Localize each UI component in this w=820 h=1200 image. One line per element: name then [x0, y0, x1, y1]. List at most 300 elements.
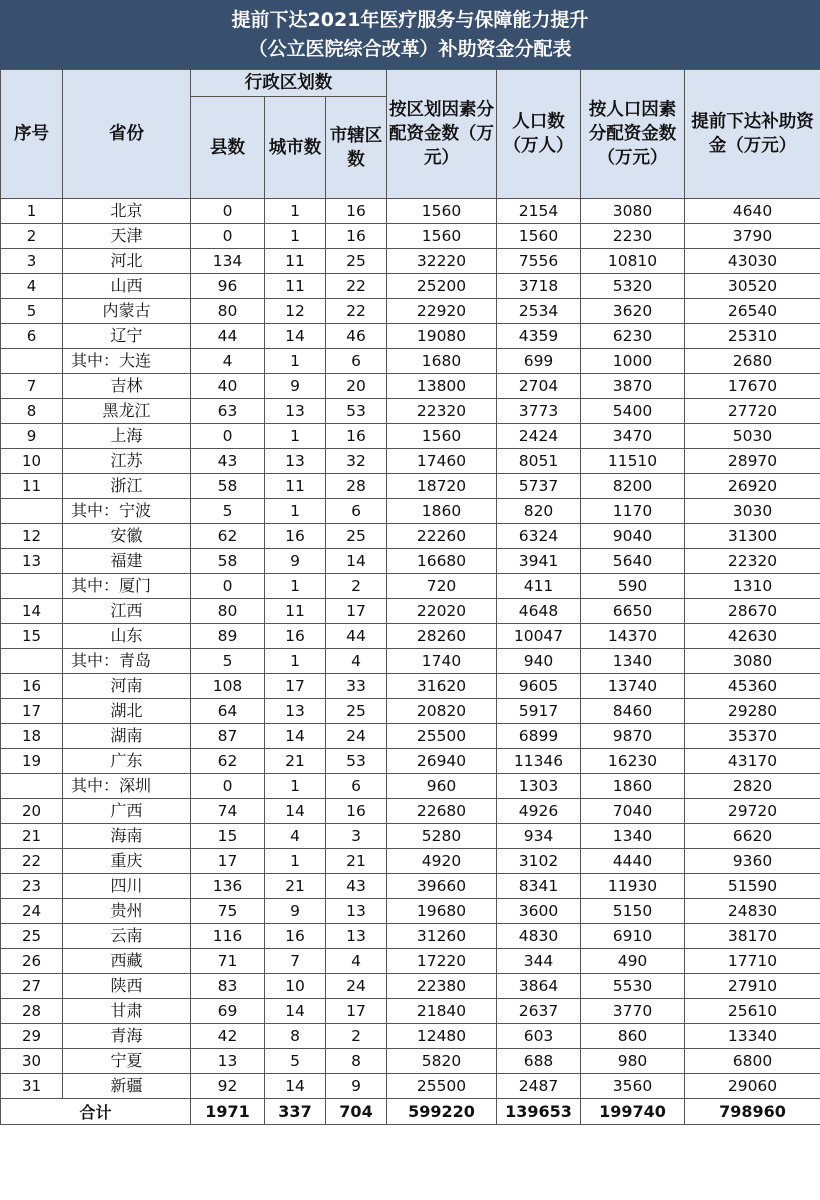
- table-row: [1, 249, 820, 274]
- table-row: [1, 649, 820, 674]
- cell-population: 603: [497, 1024, 581, 1049]
- cell-county: 69: [191, 999, 265, 1024]
- cell-total-fund: 43030: [685, 249, 820, 274]
- table-row: [1, 1049, 820, 1074]
- cell-county: 75: [191, 899, 265, 924]
- cell-county: 62: [191, 749, 265, 774]
- cell-city: 4: [265, 824, 326, 849]
- table-row: [1, 924, 820, 949]
- cell-city: 11: [265, 274, 326, 299]
- cell-admin-fund: 17220: [387, 949, 497, 974]
- cell-county: 40: [191, 374, 265, 399]
- cell-seq: 17: [1, 699, 63, 724]
- cell-province: 青海: [63, 1024, 191, 1049]
- table-row: [1, 624, 820, 649]
- cell-county: 63: [191, 399, 265, 424]
- cell-seq: 29: [1, 1024, 63, 1049]
- table-row: [1, 524, 820, 549]
- cell-admin-fund: 22020: [387, 599, 497, 624]
- cell-province: 其中：青岛: [63, 649, 191, 674]
- table-row: [1, 824, 820, 849]
- cell-city: 11: [265, 599, 326, 624]
- cell-pop-fund: 9040: [581, 524, 685, 549]
- cell-district: 32: [326, 449, 387, 474]
- table-row: [1, 849, 820, 874]
- cell-admin-fund: 25500: [387, 724, 497, 749]
- cell-district: 14: [326, 549, 387, 574]
- cell-city: 16: [265, 924, 326, 949]
- cell-district: 21: [326, 849, 387, 874]
- cell-admin-fund: 720: [387, 574, 497, 599]
- cell-total-fund: 4640: [685, 199, 820, 224]
- cell-seq: 25: [1, 924, 63, 949]
- cell-total-fund: 27720: [685, 399, 820, 424]
- cell-city: 1: [265, 424, 326, 449]
- totals-label: 合计: [1, 1099, 191, 1125]
- cell-province: 天津: [63, 224, 191, 249]
- cell-county: 13: [191, 1049, 265, 1074]
- cell-district: 16: [326, 224, 387, 249]
- cell-seq: 20: [1, 799, 63, 824]
- cell-pop-fund: 590: [581, 574, 685, 599]
- cell-seq: 24: [1, 899, 63, 924]
- cell-population: 3718: [497, 274, 581, 299]
- cell-seq: 28: [1, 999, 63, 1024]
- header-admin-fund: 按区划因素分配资金数（万元）: [387, 70, 497, 199]
- cell-province: 吉林: [63, 374, 191, 399]
- table-row: [1, 474, 820, 499]
- cell-city: 7: [265, 949, 326, 974]
- cell-district: 44: [326, 624, 387, 649]
- cell-population: 2487: [497, 1074, 581, 1099]
- cell-seq: 1: [1, 199, 63, 224]
- cell-admin-fund: 31260: [387, 924, 497, 949]
- cell-total-fund: 28970: [685, 449, 820, 474]
- cell-admin-fund: 1560: [387, 199, 497, 224]
- table-title-line-2: （公立医院综合改革）补助资金分配表: [248, 37, 572, 60]
- cell-county: 17: [191, 849, 265, 874]
- cell-admin-fund: 1560: [387, 424, 497, 449]
- cell-seq: 4: [1, 274, 63, 299]
- cell-pop-fund: 6650: [581, 599, 685, 624]
- header-city: 城市数: [265, 97, 326, 199]
- cell-admin-fund: 19680: [387, 899, 497, 924]
- cell-county: 62: [191, 524, 265, 549]
- cell-total-fund: 28670: [685, 599, 820, 624]
- cell-population: 8341: [497, 874, 581, 899]
- cell-pop-fund: 490: [581, 949, 685, 974]
- table-row: [1, 549, 820, 574]
- totals-total-fund: 798960: [685, 1099, 820, 1125]
- cell-population: 2154: [497, 199, 581, 224]
- table-row: [1, 374, 820, 399]
- cell-population: 1303: [497, 774, 581, 799]
- table-row: [1, 674, 820, 699]
- table-row: [1, 349, 820, 374]
- cell-total-fund: 3790: [685, 224, 820, 249]
- cell-total-fund: 6620: [685, 824, 820, 849]
- cell-pop-fund: 10810: [581, 249, 685, 274]
- cell-pop-fund: 1340: [581, 649, 685, 674]
- cell-county: 0: [191, 224, 265, 249]
- cell-seq: 13: [1, 549, 63, 574]
- cell-district: 13: [326, 924, 387, 949]
- cell-total-fund: 51590: [685, 874, 820, 899]
- cell-total-fund: 29280: [685, 699, 820, 724]
- cell-admin-fund: 22680: [387, 799, 497, 824]
- table-row: [1, 874, 820, 899]
- cell-population: 10047: [497, 624, 581, 649]
- table-row: [1, 399, 820, 424]
- watermark-overlay: [752, 1126, 816, 1170]
- cell-province: 山东: [63, 624, 191, 649]
- cell-district: 22: [326, 274, 387, 299]
- cell-district: 28: [326, 474, 387, 499]
- cell-population: 3864: [497, 974, 581, 999]
- cell-seq: 30: [1, 1049, 63, 1074]
- cell-total-fund: 2680: [685, 349, 820, 374]
- cell-county: 5: [191, 499, 265, 524]
- cell-total-fund: 29060: [685, 1074, 820, 1099]
- cell-city: 9: [265, 899, 326, 924]
- cell-pop-fund: 13740: [581, 674, 685, 699]
- cell-admin-fund: 960: [387, 774, 497, 799]
- cell-admin-fund: 1560: [387, 224, 497, 249]
- cell-total-fund: 25310: [685, 324, 820, 349]
- cell-city: 1: [265, 774, 326, 799]
- cell-total-fund: 29720: [685, 799, 820, 824]
- cell-city: 11: [265, 474, 326, 499]
- table-title-line-1: 提前下达2021年医疗服务与保障能力提升: [231, 8, 589, 31]
- cell-district: 17: [326, 599, 387, 624]
- table-row: [1, 949, 820, 974]
- table-row: [1, 324, 820, 349]
- cell-county: 80: [191, 599, 265, 624]
- cell-province: 河南: [63, 674, 191, 699]
- cell-city: 1: [265, 199, 326, 224]
- header-pop-fund: 按人口因素分配资金数（万元）: [581, 70, 685, 199]
- cell-city: 21: [265, 749, 326, 774]
- cell-city: 21: [265, 874, 326, 899]
- cell-province: 辽宁: [63, 324, 191, 349]
- cell-district: 46: [326, 324, 387, 349]
- cell-seq: 23: [1, 874, 63, 899]
- cell-pop-fund: 980: [581, 1049, 685, 1074]
- cell-city: 14: [265, 999, 326, 1024]
- cell-city: 11: [265, 249, 326, 274]
- cell-city: 14: [265, 324, 326, 349]
- cell-population: 820: [497, 499, 581, 524]
- cell-province: 福建: [63, 549, 191, 574]
- cell-seq: 3: [1, 249, 63, 274]
- cell-pop-fund: 3620: [581, 299, 685, 324]
- cell-seq: 31: [1, 1074, 63, 1099]
- cell-total-fund: 31300: [685, 524, 820, 549]
- cell-province: 江苏: [63, 449, 191, 474]
- cell-pop-fund: 14370: [581, 624, 685, 649]
- cell-admin-fund: 39660: [387, 874, 497, 899]
- cell-district: 13: [326, 899, 387, 924]
- cell-admin-fund: 22260: [387, 524, 497, 549]
- cell-city: 1: [265, 649, 326, 674]
- cell-province: 北京: [63, 199, 191, 224]
- cell-population: 8051: [497, 449, 581, 474]
- cell-province: 宁夏: [63, 1049, 191, 1074]
- cell-admin-fund: 19080: [387, 324, 497, 349]
- cell-admin-fund: 22320: [387, 399, 497, 424]
- table-row: [1, 574, 820, 599]
- cell-county: 42: [191, 1024, 265, 1049]
- cell-province: 四川: [63, 874, 191, 899]
- cell-seq: [1, 349, 63, 374]
- cell-seq: 8: [1, 399, 63, 424]
- table-row: [1, 999, 820, 1024]
- header-total-fund: 提前下达补助资金（万元）: [685, 70, 820, 199]
- cell-district: 25: [326, 249, 387, 274]
- cell-province: 广西: [63, 799, 191, 824]
- cell-pop-fund: 6230: [581, 324, 685, 349]
- cell-admin-fund: 17460: [387, 449, 497, 474]
- totals-city: 337: [265, 1099, 326, 1125]
- cell-district: 24: [326, 974, 387, 999]
- cell-total-fund: 3030: [685, 499, 820, 524]
- header-population: 人口数（万人）: [497, 70, 581, 199]
- cell-pop-fund: 11930: [581, 874, 685, 899]
- cell-seq: 18: [1, 724, 63, 749]
- cell-city: 8: [265, 1024, 326, 1049]
- cell-total-fund: 13340: [685, 1024, 820, 1049]
- cell-district: 6: [326, 349, 387, 374]
- cell-district: 33: [326, 674, 387, 699]
- cell-city: 5: [265, 1049, 326, 1074]
- cell-population: 4359: [497, 324, 581, 349]
- cell-admin-fund: 22380: [387, 974, 497, 999]
- cell-population: 688: [497, 1049, 581, 1074]
- cell-district: 16: [326, 799, 387, 824]
- cell-pop-fund: 5640: [581, 549, 685, 574]
- cell-county: 64: [191, 699, 265, 724]
- table-row: [1, 499, 820, 524]
- cell-admin-fund: 25200: [387, 274, 497, 299]
- cell-population: 5737: [497, 474, 581, 499]
- cell-city: 1: [265, 349, 326, 374]
- cell-pop-fund: 8460: [581, 699, 685, 724]
- cell-total-fund: 26540: [685, 299, 820, 324]
- cell-county: 0: [191, 424, 265, 449]
- cell-county: 134: [191, 249, 265, 274]
- cell-admin-fund: 12480: [387, 1024, 497, 1049]
- cell-population: 3773: [497, 399, 581, 424]
- cell-province: 河北: [63, 249, 191, 274]
- allocation-table: [0, 69, 820, 1125]
- totals-population: 139653: [497, 1099, 581, 1125]
- cell-city: 14: [265, 1074, 326, 1099]
- cell-province: 安徽: [63, 524, 191, 549]
- cell-admin-fund: 5820: [387, 1049, 497, 1074]
- cell-population: 4926: [497, 799, 581, 824]
- cell-total-fund: 42630: [685, 624, 820, 649]
- table-row: [1, 224, 820, 249]
- cell-province: 内蒙古: [63, 299, 191, 324]
- cell-city: 14: [265, 799, 326, 824]
- cell-admin-fund: 1860: [387, 499, 497, 524]
- cell-admin-fund: 22920: [387, 299, 497, 324]
- cell-admin-fund: 16680: [387, 549, 497, 574]
- table-row: [1, 749, 820, 774]
- cell-city: 9: [265, 374, 326, 399]
- cell-total-fund: 22320: [685, 549, 820, 574]
- cell-province: 湖北: [63, 699, 191, 724]
- totals-county: 1971: [191, 1099, 265, 1125]
- cell-district: 6: [326, 499, 387, 524]
- cell-population: 934: [497, 824, 581, 849]
- cell-total-fund: 26920: [685, 474, 820, 499]
- cell-province: 湖南: [63, 724, 191, 749]
- cell-seq: 22: [1, 849, 63, 874]
- cell-pop-fund: 5320: [581, 274, 685, 299]
- cell-district: 43: [326, 874, 387, 899]
- cell-admin-fund: 28260: [387, 624, 497, 649]
- cell-population: 4648: [497, 599, 581, 624]
- cell-district: 25: [326, 524, 387, 549]
- cell-population: 2424: [497, 424, 581, 449]
- cell-pop-fund: 1860: [581, 774, 685, 799]
- table-row: [1, 449, 820, 474]
- cell-seq: [1, 574, 63, 599]
- cell-county: 5: [191, 649, 265, 674]
- cell-district: 24: [326, 724, 387, 749]
- cell-county: 108: [191, 674, 265, 699]
- cell-province: 广东: [63, 749, 191, 774]
- cell-seq: 21: [1, 824, 63, 849]
- cell-population: 6324: [497, 524, 581, 549]
- cell-district: 2: [326, 574, 387, 599]
- cell-pop-fund: 1340: [581, 824, 685, 849]
- cell-district: 6: [326, 774, 387, 799]
- cell-seq: 7: [1, 374, 63, 399]
- cell-seq: 2: [1, 224, 63, 249]
- cell-seq: 16: [1, 674, 63, 699]
- cell-admin-fund: 4920: [387, 849, 497, 874]
- cell-total-fund: 38170: [685, 924, 820, 949]
- cell-county: 0: [191, 574, 265, 599]
- cell-city: 13: [265, 699, 326, 724]
- cell-county: 83: [191, 974, 265, 999]
- cell-city: 9: [265, 549, 326, 574]
- cell-province: 其中：宁波: [63, 499, 191, 524]
- cell-pop-fund: 3870: [581, 374, 685, 399]
- table-row: [1, 199, 820, 224]
- cell-district: 2: [326, 1024, 387, 1049]
- cell-province: 海南: [63, 824, 191, 849]
- cell-province: 其中：深圳: [63, 774, 191, 799]
- cell-pop-fund: 5150: [581, 899, 685, 924]
- cell-admin-fund: 26940: [387, 749, 497, 774]
- table-row: [1, 799, 820, 824]
- cell-total-fund: 6800: [685, 1049, 820, 1074]
- cell-population: 2534: [497, 299, 581, 324]
- cell-admin-fund: 25500: [387, 1074, 497, 1099]
- cell-population: 4830: [497, 924, 581, 949]
- cell-total-fund: 1310: [685, 574, 820, 599]
- cell-admin-fund: 18720: [387, 474, 497, 499]
- cell-population: 11346: [497, 749, 581, 774]
- cell-seq: 14: [1, 599, 63, 624]
- cell-city: 16: [265, 524, 326, 549]
- cell-total-fund: 27910: [685, 974, 820, 999]
- cell-population: 3102: [497, 849, 581, 874]
- cell-population: 9605: [497, 674, 581, 699]
- cell-province: 其中：厦门: [63, 574, 191, 599]
- cell-total-fund: 9360: [685, 849, 820, 874]
- table-row: [1, 424, 820, 449]
- cell-pop-fund: 9870: [581, 724, 685, 749]
- cell-city: 16: [265, 624, 326, 649]
- cell-population: 699: [497, 349, 581, 374]
- cell-province: 西藏: [63, 949, 191, 974]
- cell-province: 重庆: [63, 849, 191, 874]
- cell-county: 44: [191, 324, 265, 349]
- cell-city: 1: [265, 499, 326, 524]
- table-row: [1, 724, 820, 749]
- cell-population: 3941: [497, 549, 581, 574]
- cell-population: 940: [497, 649, 581, 674]
- cell-county: 96: [191, 274, 265, 299]
- totals-district: 704: [326, 1099, 387, 1125]
- cell-province: 浙江: [63, 474, 191, 499]
- cell-city: 1: [265, 849, 326, 874]
- cell-population: 7556: [497, 249, 581, 274]
- cell-pop-fund: 860: [581, 1024, 685, 1049]
- cell-province: 陕西: [63, 974, 191, 999]
- cell-seq: 15: [1, 624, 63, 649]
- table-row: [1, 774, 820, 799]
- cell-district: 16: [326, 424, 387, 449]
- cell-admin-fund: 1740: [387, 649, 497, 674]
- cell-total-fund: 17670: [685, 374, 820, 399]
- cell-city: 13: [265, 399, 326, 424]
- cell-district: 25: [326, 699, 387, 724]
- cell-county: 43: [191, 449, 265, 474]
- cell-city: 1: [265, 224, 326, 249]
- cell-admin-fund: 32220: [387, 249, 497, 274]
- cell-province: 贵州: [63, 899, 191, 924]
- cell-county: 89: [191, 624, 265, 649]
- cell-seq: 19: [1, 749, 63, 774]
- cell-district: 22: [326, 299, 387, 324]
- cell-county: 80: [191, 299, 265, 324]
- cell-seq: [1, 499, 63, 524]
- cell-district: 3: [326, 824, 387, 849]
- cell-province: 江西: [63, 599, 191, 624]
- cell-total-fund: 43170: [685, 749, 820, 774]
- table-row: [1, 974, 820, 999]
- table-row: [1, 299, 820, 324]
- cell-county: 87: [191, 724, 265, 749]
- cell-county: 0: [191, 199, 265, 224]
- cell-admin-fund: 1680: [387, 349, 497, 374]
- header-seq: 序号: [1, 70, 63, 199]
- cell-county: 116: [191, 924, 265, 949]
- cell-pop-fund: 3470: [581, 424, 685, 449]
- cell-city: 14: [265, 724, 326, 749]
- cell-city: 10: [265, 974, 326, 999]
- cell-total-fund: 25610: [685, 999, 820, 1024]
- cell-population: 1560: [497, 224, 581, 249]
- cell-county: 4: [191, 349, 265, 374]
- cell-total-fund: 24830: [685, 899, 820, 924]
- cell-district: 4: [326, 949, 387, 974]
